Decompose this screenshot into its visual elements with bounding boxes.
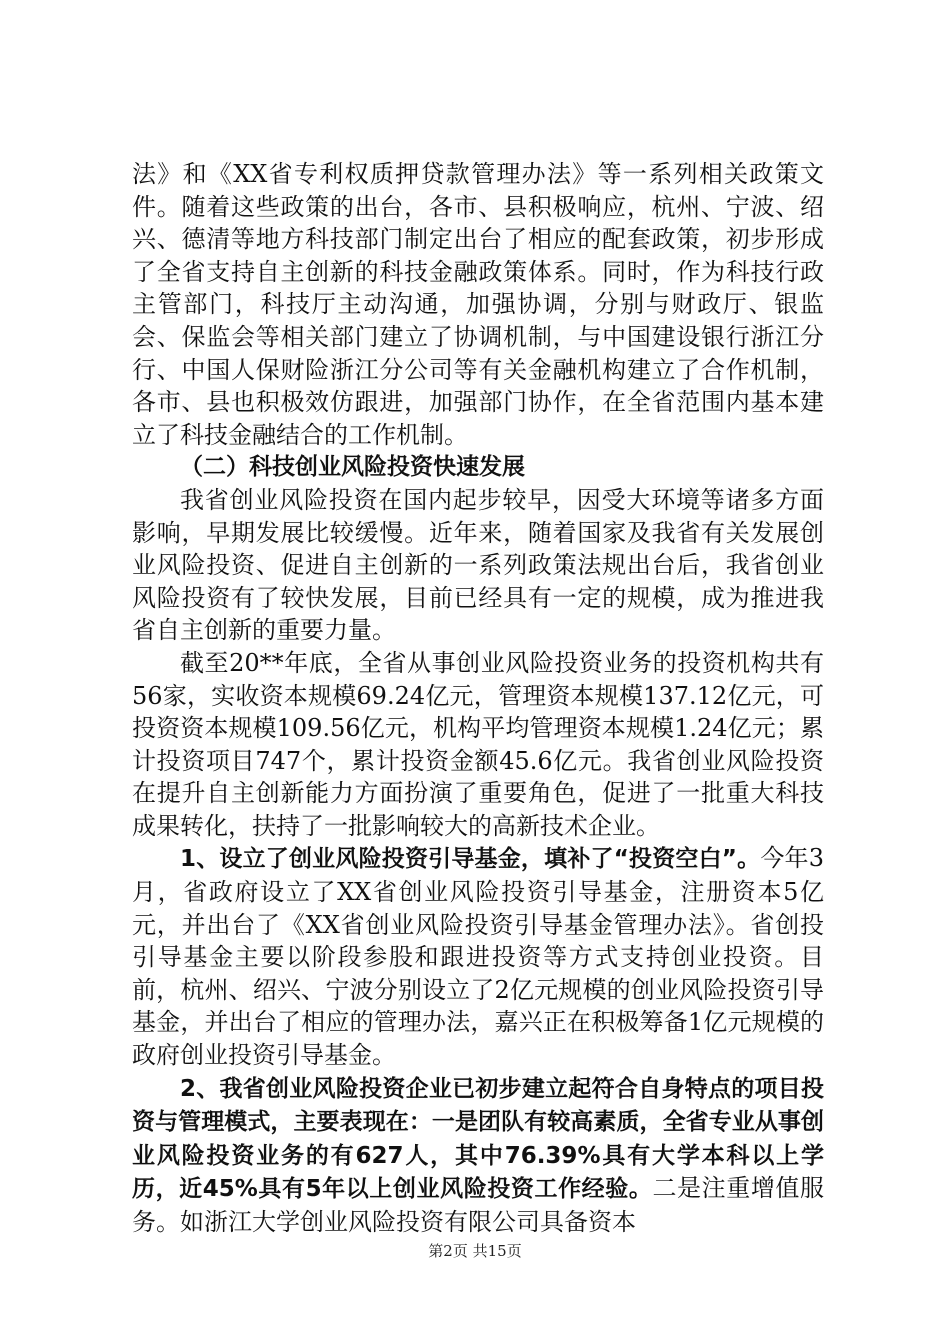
page-number-label: 第2页 共15页 [428,1242,522,1260]
section-heading [132,451,824,484]
paragraph-policy-system [132,158,824,451]
paragraph-venture-intro [132,484,824,647]
paragraph-text: 今年3月，省政府设立了XX省创业风险投资引导基金，注册资本5亿元，并出台了《XX省创业风险投资引导基金管理办法》。省创投引导基金主要以阶段参股和跟进投资等方式支持创业投资。目前，杭州、绍兴、宁波分别设立了2亿元规模的创业风险投资引导基金，并出台了相应的管理办法，嘉兴正在积极筹备1亿元规模的政府创业投资引导基金。 [132,844,824,1070]
paragraph-text: 二是注重增值服务。如浙江大学创业风险投资有限公司具备资本 [132,1174,824,1236]
page-footer [0,1240,950,1261]
paragraph-text: 截至20**年底，全省从事创业风险投资业务的投资机构共有56家，实收资本规模69.24亿元，管理资本规模137.12亿元，可投资资本规模109.56亿元，机构平均管理资本规模1.24亿元；累计投资项目747个，累计投资金额45.6亿元。我省创业风险投资在提升自主创新能力方面扮演了重要角色，促进了一批重大科技成果转化，扶持了一批影响较大的高新技术企业。 [132,648,824,840]
paragraph-bold-lead: 2、我省创业风险投资企业已初步建立起符合自身特点的项目投资与管理模式，主要表现在：一是团队有较高素质，全省专业从事创业风险投资业务的有627人，其中76.39%具有大学本科以上学历，近45%具有5年以上创业风险投资工作经验。 [132,1075,824,1203]
document-page [132,0,824,1344]
section-heading-text: （二）科技创业风险投资快速发展 [180,454,525,481]
document-body [132,158,824,1239]
paragraph-guide-fund [132,842,824,1071]
paragraph-bold-lead: 1、设立了创业风险投资引导基金，填补了“投资空白”。 [180,846,761,873]
paragraph-venture-stats [132,647,824,843]
paragraph-text: 我省创业风险投资在国内起步较早，因受大环境等诸多方面影响，早期发展比较缓慢。近年来，随着国家及我省有关发展创业风险投资、促进自主创新的一系列政策法规出台后，我省创业风险投资有了较快发展，目前已经具有一定的规模，成为推进我省自主创新的重要力量。 [132,485,824,645]
paragraph-text: 法》和《XX省专利权质押贷款管理办法》等一系列相关政策文件。随着这些政策的出台，各市、县积极响应，杭州、宁波、绍兴、德清等地方科技部门制定出台了相应的配套政策，初步形成了全省支持自主创新的科技金融政策体系。同时，作为科技行政主管部门，科技厅主动沟通，加强协调，分别与财政厅、银监会、保监会等相关部门建立了协调机制，与中国建设银行浙江分行、中国人保财险浙江分公司等有关金融机构建立了合作机制，各市、县也积极效仿跟进，加强部门协作，在全省范围内基本建立了科技金融结合的工作机制。 [132,160,824,449]
paragraph-investment-model [132,1072,824,1239]
